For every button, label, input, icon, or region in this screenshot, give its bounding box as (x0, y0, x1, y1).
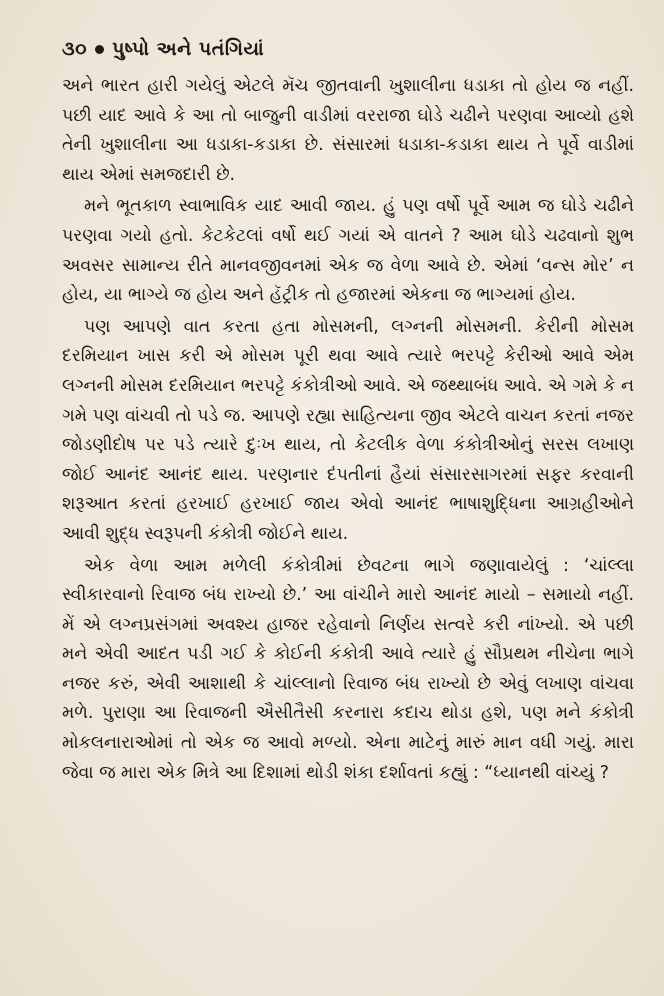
page-header (62, 32, 264, 66)
running-title: પુષ્પો અને પતંગિયાં (112, 38, 265, 60)
paragraph: એક વેળા આમ મળેલી કંકોત્રીમાં છેવટના ભાગે જણાવાયેલું : ‘ચાંલ્લા સ્વીકારવાનો રિવાજ બંધ રાખ્યો છે.’ આ વાંચીને મારો આનંદ માયો – સમાયો નહીં. મેં એ લગ્નપ્રસંગમાં અવશ્ય હાજર રહેવાનો નિર્ણય સત્વરે કરી નાંખ્યો. એ પછી મને એવી આદત પડી ગઈ કે કોઈની કંકોત્રી આવે ત્યારે હું સૌપ્રથમ નીચેના ભાગે નજર કરું, એવી આશાથી કે ચાંલ્લાનો રિવાજ બંધ રાખ્યો છે એવું લખાણ વાંચવા મળે. પુરાણા આ રિવાજની ઐસીતૈસી કરનારા કદાચ થોડા હશે, પણ મને કંકોત્રી મોકલનારાઓમાં તો એક જ આવો મળ્યો. એના માટેનું મારું માન વધી ગયું. મારા જેવા જ મારા એક મિત્રે આ દિશામાં થોડી શંકા દર્શાવતાં કહ્યું : “ધ્યાનથી વાંચ્યું ? (62, 555, 634, 783)
paragraph: પણ આપણે વાત કરતા હતા મોસમની, લગ્નની મોસમની. કેરીની મોસમ દરમિયાન ખાસ કરી એ મોસમ પૂરી થવા આવે ત્યારે ભરપટ્ટે કેરીઓ આવે એમ લગ્નની મોસમ દરમિયાન ભરપટ્ટે કંકોત્રીઓ આવે. એ જથ્થાબંધ આવે. એ ગમે કે ન ગમે પણ વાંચવી તો પડે જ. આપણે રહ્યા સાહિત્યના જીવ એટલે વાચન કરતાં નજર જોડણીદોષ પર પડે ત્યારે દુઃખ થાય, તો કેટલીક વેળા કંકોત્રીઓનું સરસ લખાણ જોઈ આનંદ આનંદ થાય. પરણનાર દંપતીનાં હૈયાં સંસારસાગરમાં સફર કરવાની શરૂઆત કરતાં હરખાઈ હરખાઈ જાય એવો આનંદ ભાષાશુદ્ધિના આગ્રહીઓને આવી શુદ્ધ સ્વરૂપની કંકોત્રી જોઈને થાય. (62, 316, 634, 544)
bullet-icon (95, 45, 104, 54)
page-body (62, 72, 634, 788)
paragraph: મને ભૂતકાળ સ્વાભાવિક યાદ આવી જાય. હું પણ વર્ષો પૂર્વે આમ જ ઘોડે ચઢીને પરણવા ગયો હતો. કેટકેટલાં વર્ષો થઈ ગયાં એ વાતને ? આમ ઘોડે ચઢવાનો શુભ અવસર સામાન્ય રીતે માનવજીવનમાં એક જ વેળા આવે છે. એમાં ‘વન્સ મોર’ ન હોય, યા ભાગ્યે જ હોય અને હૅટ્રીક તો હજારમાં એકના જ ભાગ્યમાં હોય. (62, 196, 634, 306)
paragraph: અને ભારત હારી ગયેલું એટલે મૅચ જીતવાની ખુશાલીના ધડાકા તો હોય જ નહીં. પછી યાદ આવે કે આ તો બાજુની વાડીમાં વરરાજા ઘોડે ચઢીને પરણવા આવ્યો હશે તેની ખુશાલીના આ ધડાકા-કડાકા છે. સંસારમાં ધડાકા-કડાકા થાય તે પૂર્વે વાડીમાં થાય એમાં સમજદારી છે. (62, 76, 634, 185)
page-number: ૩૦ (62, 38, 88, 60)
